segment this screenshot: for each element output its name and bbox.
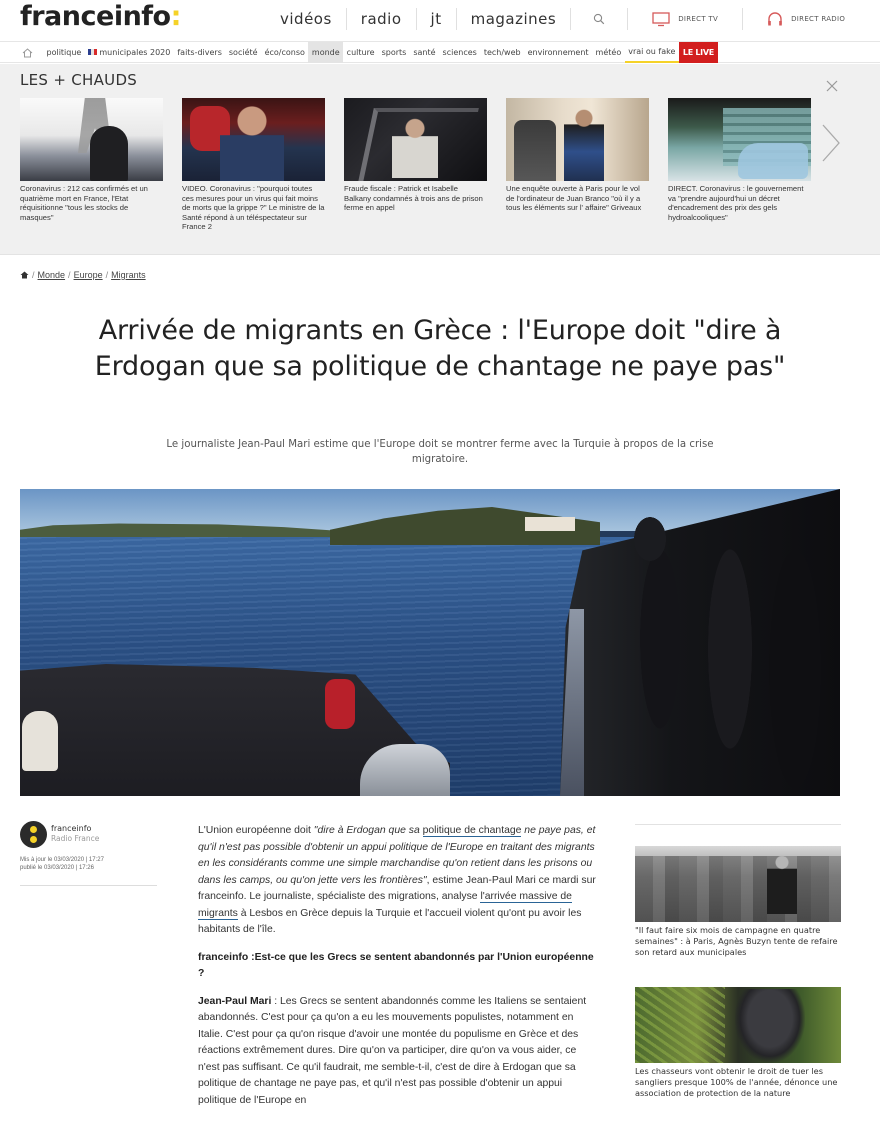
author-avatar[interactable] xyxy=(20,821,47,848)
answer-text: : Les Grecs se sentent abandonnés comme les Italiens se sentaient abandonnés. C'est pour ça qu'on a eu les mouvements populistes, notamment en Italie. C'est pour ça qu'on risque d'avoir une montée du populisme en Grèce et des réactions extrêmement dures. Dire qu'on va participer, dire qu'on va vous aider, ce n'est pas suffisant. Ce qu'il faudrait, me semble-t-il, c'est de dire à Erdogan que sa politique de chantage ne paye pas, et qu'il n'est pas possible d'obtenir un appui politique de l'Europe en xyxy=(198,995,587,1106)
direct-radio-label: DIRECT RADIO xyxy=(791,15,846,23)
sidebar-article-card[interactable] xyxy=(635,846,841,958)
breadcrumb-separator: / xyxy=(68,270,71,280)
text-run: à Lesbos en Grèce depuis la Turquie et l'accueil violent qu'ont pu avoir les habitants de l'île. xyxy=(198,907,582,935)
article-paragraph xyxy=(198,823,598,939)
breadcrumb xyxy=(20,270,146,280)
direct-tv-label: DIRECT TV xyxy=(678,15,719,23)
trending-caption: Coronavirus : 212 cas confirmés et un quatrième mort en France, l'Etat réquisitionne "tous les stocks de masques" xyxy=(20,184,148,222)
breadcrumb-separator: / xyxy=(32,270,35,280)
cat-sports[interactable]: sports xyxy=(381,48,407,57)
search-button[interactable] xyxy=(571,8,628,30)
trending-card[interactable] xyxy=(182,98,325,232)
trending-thumbnail xyxy=(344,98,487,181)
direct-radio-button[interactable] xyxy=(743,8,869,30)
trending-card[interactable] xyxy=(344,98,487,213)
trending-card[interactable] xyxy=(20,98,163,222)
quote-run: "dire à Erdogan que sa xyxy=(313,825,423,836)
trending-thumbnail xyxy=(668,98,811,181)
article-dates xyxy=(20,856,104,872)
direct-tv-button[interactable] xyxy=(628,8,743,30)
article-hero-image xyxy=(20,489,840,796)
article-title: Arrivée de migrants en Grèce : l'Europe doit "dire à Erdogan que sa politique de chantage ne paye pas" xyxy=(94,315,786,382)
cat-municipales-2020[interactable] xyxy=(85,42,174,63)
quote-run: ne paye pas, et qu'il n'est pas possible d'obtenir un appui politique de l'Europe en traitant des migrants en les considérants comme une simple marchandise qu'on retient dans les prisons ou dans les camps, ou qu'on jette vers les frontières" xyxy=(198,825,596,886)
hero-onlookers xyxy=(580,499,840,796)
speaker-name: Jean-Paul Mari xyxy=(198,995,272,1007)
le-live-button[interactable]: LE LIVE xyxy=(679,42,718,63)
cat-vrai-ou-fake[interactable]: vrai ou fake xyxy=(625,42,679,63)
updated-date: Mis à jour le 03/03/2020 | 17:27 xyxy=(20,857,104,863)
hero-house xyxy=(525,517,575,531)
tv-icon xyxy=(652,12,670,27)
text-run: , estime Jean-Paul Mari ce mardi sur franceinfo. Le journaliste, spécialiste des migrations, analyse xyxy=(198,874,596,902)
logo-text: franceinfo xyxy=(20,1,171,32)
breadcrumb-migrants[interactable]: Migrants xyxy=(111,270,146,280)
hero-white-scarf xyxy=(22,711,58,771)
sidebar-article-title: Les chasseurs vont obtenir le droit de tuer les sangliers presque 100% de l'année, dénonce une association de protection de la nature xyxy=(635,1066,838,1098)
site-header xyxy=(0,0,880,40)
article-body xyxy=(198,823,598,1120)
sidebar-divider xyxy=(635,824,841,825)
link-politique-de-chantage[interactable]: politique de chantage xyxy=(422,825,522,836)
link-arrivee-massive[interactable]: l'arrivée massive de migrants xyxy=(198,891,572,919)
published-date: publié le 03/03/2020 | 17:26 xyxy=(20,865,94,871)
close-icon xyxy=(826,80,838,92)
cat-environnement[interactable]: environnement xyxy=(527,48,589,57)
chevron-right-icon xyxy=(820,122,842,164)
trending-thumbnail xyxy=(20,98,163,181)
main-nav xyxy=(270,8,869,30)
breadcrumb-monde[interactable]: Monde xyxy=(37,270,66,280)
cat-culture[interactable]: culture xyxy=(346,48,375,57)
trending-caption: VIDEO. Coronavirus : "pourquoi toutes ces mesures pour un virus qui fait moins de morts que la grippe ?" Le ministre de la Santé répond à un téléspectateur sur France 2 xyxy=(182,184,325,232)
cat-sante[interactable]: santé xyxy=(413,48,436,57)
hero-red-jacket xyxy=(325,679,355,729)
trending-caption: DIRECT. Coronavirus : le gouvernement va "prendre aujourd'hui un décret d'encadrement des prix des gels hydroalcooliques" xyxy=(668,184,804,222)
category-nav xyxy=(0,41,880,63)
author-org: Radio France xyxy=(51,834,100,843)
search-icon xyxy=(593,13,605,25)
nav-magazines[interactable]: magazines xyxy=(457,8,572,30)
trending-panel xyxy=(0,64,880,255)
cat-meteo[interactable]: météo xyxy=(595,48,622,57)
headphones-icon xyxy=(767,11,783,27)
breadcrumb-europe[interactable]: Europe xyxy=(73,270,103,280)
home-icon xyxy=(22,48,33,58)
breadcrumb-separator: / xyxy=(105,270,109,280)
sidebar-thumbnail xyxy=(635,846,841,922)
author-name[interactable]: franceinfo xyxy=(51,824,92,833)
interview-question: franceinfo :Est-ce que les Grecs se sentent abandonnés par l'Union européenne ? xyxy=(198,951,594,979)
cat-eco-conso[interactable]: éco/conso xyxy=(264,48,305,57)
nav-videos[interactable]: vidéos xyxy=(270,8,347,30)
cat-monde[interactable]: monde xyxy=(308,42,343,63)
trending-card[interactable] xyxy=(506,98,649,213)
trending-caption: Fraude fiscale : Patrick et Isabelle Balkany condamnés à trois ans de prison ferme en appel xyxy=(344,184,483,213)
breadcrumb-home[interactable] xyxy=(20,271,29,279)
cat-politique[interactable]: politique xyxy=(46,48,82,57)
sidebar-article-title: "Il faut faire six mois de campagne en quatre semaines" : à Paris, Agnès Buzyn tente de refaire son retard aux municipales xyxy=(635,925,838,957)
nav-jt[interactable]: jt xyxy=(417,8,457,30)
sidebar-article-card[interactable] xyxy=(635,987,841,1099)
trending-thumbnail xyxy=(506,98,649,181)
nav-radio[interactable]: radio xyxy=(347,8,417,30)
sidebar-thumbnail xyxy=(635,987,841,1063)
franceinfo-logo[interactable] xyxy=(20,1,181,32)
cat-municipales-label: municipales 2020 xyxy=(99,48,171,57)
flag-red xyxy=(94,49,97,55)
author-divider xyxy=(20,885,157,886)
trending-thumbnail xyxy=(182,98,325,181)
text-run: L'Union européenne doit xyxy=(198,825,314,836)
trending-next-button[interactable] xyxy=(820,122,842,164)
cat-societe[interactable]: société xyxy=(228,48,258,57)
cat-tech-web[interactable]: tech/web xyxy=(483,48,521,57)
cat-sciences[interactable]: sciences xyxy=(442,48,477,57)
logo-colon: : xyxy=(170,1,181,32)
home-icon xyxy=(20,271,29,279)
close-trending-button[interactable] xyxy=(826,77,840,91)
trending-card[interactable] xyxy=(668,98,811,222)
interview-answer xyxy=(198,994,598,1110)
cat-faits-divers[interactable]: faits-divers xyxy=(177,48,222,57)
home-link[interactable] xyxy=(22,46,35,59)
article-standfirst: Le journaliste Jean-Paul Mari estime que l'Europe doit se montrer ferme avec la Turquie à propos de la crise migratoire. xyxy=(166,439,714,465)
trending-title: LES + CHAUDS xyxy=(20,71,138,89)
trending-caption: Une enquête ouverte à Paris pour le vol de l'ordinateur de Juan Branco "où il y a tous les éléments sur l' affaire" Griveaux xyxy=(506,184,642,213)
